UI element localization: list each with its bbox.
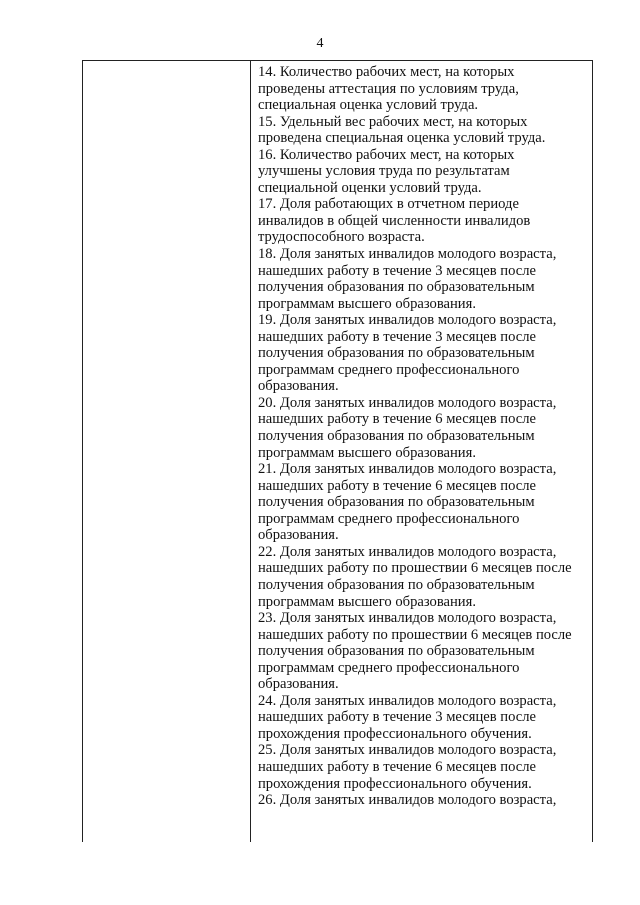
indicator-item xyxy=(258,693,586,743)
indicator-item xyxy=(258,742,586,792)
indicator-line: 20. Доля занятых инвалидов молодого возраста, xyxy=(258,394,557,411)
indicator-line: нашедших работу в течение 6 месяцев после xyxy=(258,411,537,428)
indicator-item xyxy=(258,64,586,114)
indicator-line: программам среднего профессионального xyxy=(258,659,520,676)
indicator-line: инвалидов в общей численности инвалидов xyxy=(258,212,531,229)
indicator-item xyxy=(258,610,586,693)
indicator-line: нашедших работу в течение 6 месяцев после xyxy=(258,477,537,494)
indicator-line: нашедших работу в течение 3 месяцев после xyxy=(258,262,537,279)
indicator-line: нашедших работу в течение 6 месяцев после xyxy=(258,758,537,775)
indicator-line: программам высшего образования. xyxy=(258,295,476,312)
indicator-item xyxy=(258,395,586,461)
indicator-line: нашедших работу в течение 3 месяцев после xyxy=(258,709,537,726)
indicator-line: прохождения профессионального обучения. xyxy=(258,725,532,742)
indicator-line: программам среднего профессионального xyxy=(258,361,520,378)
indicator-line: 19. Доля занятых инвалидов молодого возраста, xyxy=(258,312,557,329)
indicator-line: 18. Доля занятых инвалидов молодого возраста, xyxy=(258,246,557,263)
indicator-table xyxy=(82,60,593,842)
indicator-line: 17. Доля работающих в отчетном периоде xyxy=(258,196,519,213)
indicator-line: программам высшего образования. xyxy=(258,593,476,610)
indicator-line: образования. xyxy=(258,378,339,395)
indicator-line: проведена специальная оценка условий труда. xyxy=(258,130,546,147)
table-left-column-empty xyxy=(83,61,251,842)
indicator-line: специальная оценка условий труда. xyxy=(258,97,479,114)
indicator-line: программам высшего образования. xyxy=(258,444,476,461)
indicator-line: нашедших работу в течение 3 месяцев после xyxy=(258,328,537,345)
indicator-line: проведены аттестация по условиям труда, xyxy=(258,80,519,97)
indicator-line: получения образования по образовательным xyxy=(258,279,535,296)
indicator-line: 25. Доля занятых инвалидов молодого возраста, xyxy=(258,742,557,759)
indicator-item xyxy=(258,196,586,246)
indicator-item xyxy=(258,544,586,610)
indicator-line: нашедших работу по прошествии 6 месяцев после xyxy=(258,626,572,643)
indicator-line: получения образования по образовательным xyxy=(258,345,535,362)
indicator-item xyxy=(258,246,586,312)
indicator-line: 16. Количество рабочих мест, на которых xyxy=(258,146,515,163)
indicator-item xyxy=(258,147,586,197)
indicator-line: получения образования по образовательным xyxy=(258,494,535,511)
indicator-line: 26. Доля занятых инвалидов молодого возраста, xyxy=(258,792,557,809)
indicator-line: специальной оценки условий труда. xyxy=(258,179,482,196)
indicator-line: 14. Количество рабочих мест, на которых xyxy=(258,64,515,80)
indicator-item xyxy=(258,461,586,544)
indicator-line: программам среднего профессионального xyxy=(258,510,520,527)
indicator-line: образования. xyxy=(258,527,339,544)
page-number: 4 xyxy=(316,36,324,51)
indicator-line: 23. Доля занятых инвалидов молодого возраста, xyxy=(258,610,557,627)
indicator-item xyxy=(258,312,586,395)
indicator-line: 15. Удельный вес рабочих мест, на которых xyxy=(258,113,528,130)
indicator-line: нашедших работу по прошествии 6 месяцев после xyxy=(258,560,572,577)
indicator-line: 24. Доля занятых инвалидов молодого возраста, xyxy=(258,692,557,709)
indicator-line: 21. Доля занятых инвалидов молодого возраста, xyxy=(258,461,557,478)
indicator-item xyxy=(258,792,586,809)
indicator-line: образования. xyxy=(258,676,339,693)
indicator-line: получения образования по образовательным xyxy=(258,576,535,593)
table-right-column xyxy=(251,61,592,842)
indicator-line: улучшены условия труда по результатам xyxy=(258,163,510,180)
indicator-line: трудоспособного возраста. xyxy=(258,229,425,246)
indicator-item xyxy=(258,114,586,147)
indicator-line: 22. Доля занятых инвалидов молодого возраста, xyxy=(258,543,557,560)
indicator-line: прохождения профессионального обучения. xyxy=(258,775,532,792)
indicator-line: получения образования по образовательным xyxy=(258,428,535,445)
indicator-line: получения образования по образовательным xyxy=(258,643,535,660)
